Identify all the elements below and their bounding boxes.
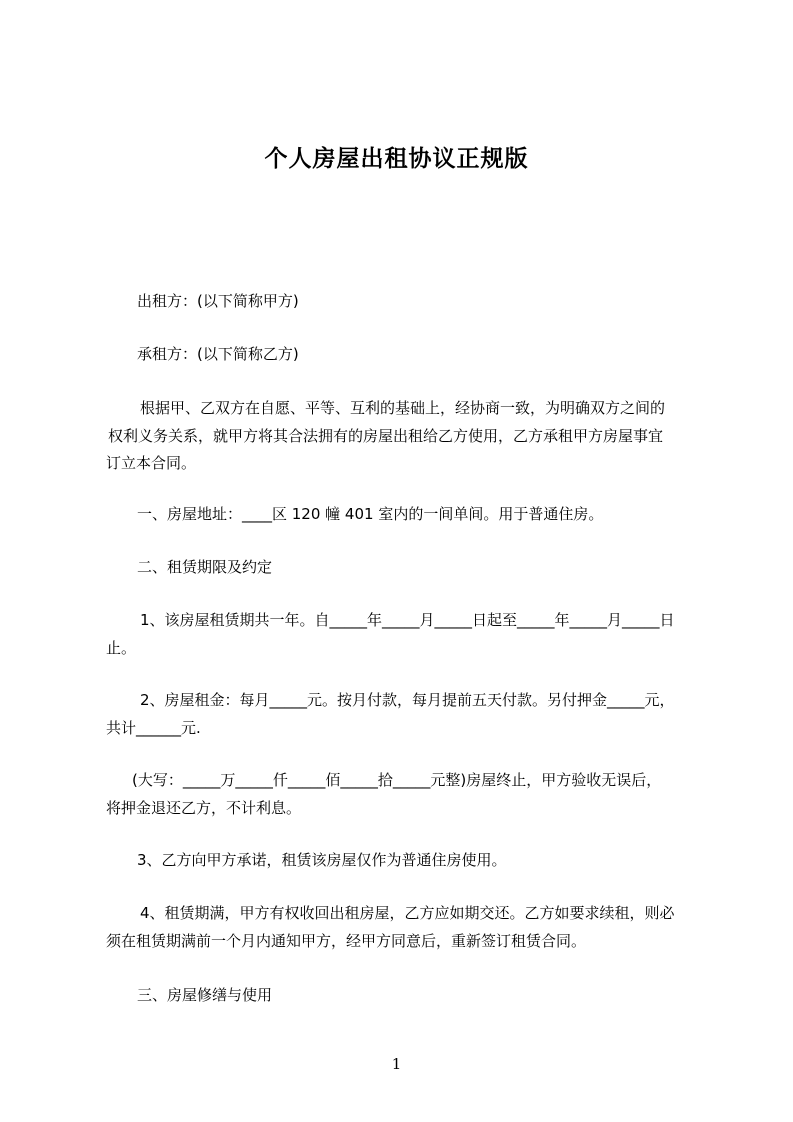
deposit-note-line-1: (大写：_____万_____仟_____佰_____拾_____元整)房屋终止，甲方验收无误后， [132,771,662,789]
clause-1-line-2: 止。 [106,639,137,657]
clause-3-usage: 3、乙方向甲方承诺，租赁该房屋仅作为普通住房使用。 [137,851,507,869]
document-title: 个人房屋出租协议正规版 [264,146,529,172]
page-number: 1 [391,1055,402,1073]
lessee-line: 承租方：(以下简称乙方) [137,345,299,363]
clause-4-line-1: 4、租赁期满，甲方有权收回出租房屋，乙方应如期交还。乙方如要求续租，则必 [140,904,675,922]
section-3-heading: 三、房屋修缮与使用 [137,986,273,1004]
lessor-line: 出租方：(以下简称甲方) [137,292,299,310]
section-1-address: 一、房屋地址：____区 120 幢 401 室内的一间单间。用于普通住房。 [137,505,604,523]
intro-line-3: 订立本合同。 [106,454,197,472]
clause-2-line-2: 共计______元. [106,719,201,737]
intro-line-1: 根据甲、乙双方在自愿、平等、互利的基础上，经协商一致，为明确双方之间的 [140,399,666,417]
intro-line-2: 权利义务关系，就甲方将其合法拥有的房屋出租给乙方使用，乙方承租甲方房屋事宜 [108,427,664,445]
clause-4-line-2: 须在租赁期满前一个月内通知甲方，经甲方同意后，重新签订租赁合同。 [106,932,587,950]
section-2-heading: 二、租赁期限及约定 [137,558,273,576]
deposit-note-line-2: 将押金退还乙方，不计利息。 [106,799,302,817]
clause-1-line-1: 1、该房屋租赁期共一年。自_____年_____月_____日起至_____年_____月_____日 [140,611,675,629]
clause-2-line-1: 2、房屋租金：每月_____元。按月付款，每月提前五天付款。另付押金_____元， [140,691,675,709]
